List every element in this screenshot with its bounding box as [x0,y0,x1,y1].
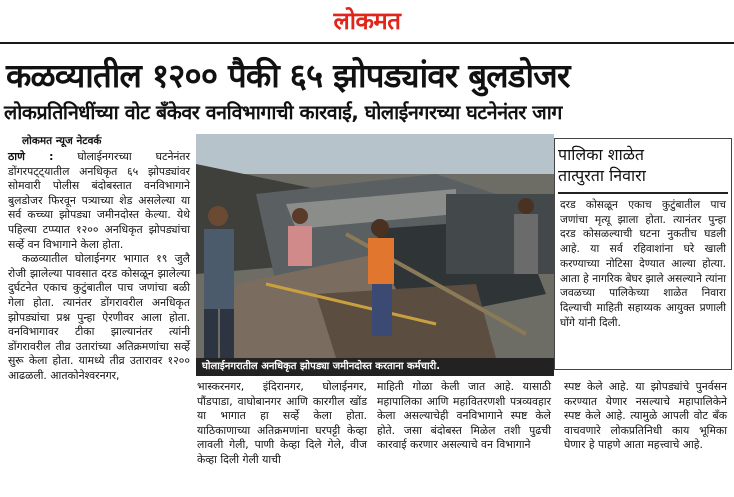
article-para-2: कळव्यातील घोलाईनगर भागात १९ जुलै रोजी झालेल्या पावसात दरड कोसळून झालेल्या दुर्घटनेत एकाच कुटुंबातील पाच जणांचा बळी गेला होता. त्यानंतर डोंगरावरील अनधिकृत झोपड्यांचा प्रश्न पुन्हा ऐरणीवर आला होता. वनविभागावर टीका झाल्यानंतर त्यांनी डोंगरावरील तीव्र उतारांच्या अतिक्रमणांचा सर्व्हे सुरू केला होता. यामध्ये तीव्र उतारावर १२०० आढळली. आतकोनेश्वरनगर, [8,252,190,382]
article-column-4: स्पष्ट केले आहे. या झोपड्यांचे पुनर्वसन करण्यात येणार नसल्याचे महापालिकेने स्पष्ट केले आहे. त्यामुळे आपली वोट बँक वाचवणारे लोकप्रतिनिधी काय भूमिका घेणार हे पाहणे आता महत्त्वाचे आहे. [564,380,727,452]
masthead [0,0,734,40]
demolition-photo-illustration [196,134,554,358]
dateline: ठाणे : [8,150,54,163]
sidebar-rule [558,192,728,194]
sidebar-body: दरड कोसळून एकाच कुटुंबातील पाच जणांचा मृत्यू झाला होता. त्यानंतर पुन्हा दरड कोसळल्याची घटना नुकतीच घडली आहे. या सर्व रहिवाशांना घरे खाली करण्याच्या नोटिसा देण्यात आल्या होत्या. आता हे नागरिक बेघर झाले असल्याने त्यांना जवळच्या पालिकेच्या शाळेत निवारा दिल्याची माहिती सहाय्यक आयुक्त प्रणाली घोंगे यांनी दिली. [560,199,726,329]
sidebar-title-line-2: तात्पुरता निवारा [558,166,646,185]
byline: लोकमत न्यूज नेटवर्क [22,135,102,147]
masthead-rule [0,42,734,44]
photo-caption: घोलाईनगरातील अनधिकृत झोपड्या जमीनदोस्त करताना कर्मचारी. [196,358,554,376]
lokmat-logo[interactable]: लोकमत [333,6,401,35]
sidebar-title [558,144,728,186]
headline: कळव्यातील १२०० पैकी ६५ झोपड्यांवर बुलडोजर [6,56,570,95]
article-para-1: घोलाईनगरच्या घटनेनंतर डोंगरपट्ट्यातील अनधिकृत ६५ झोपड्यांवर सोमवारी पोलीस बंदोबस्तात वनविभागाने बुलडोजर फिरवून पत्र्याच्या शेड असलेल्या या सर्व कच्च्या झोपड्या जमीनदोस्त केल्या. येथे पहिल्या टप्प्यात १२०० अनधिकृत झोपड्यांचा सर्व्हे वन विभागाने केला होता. [8,150,190,251]
news-photo [196,134,554,358]
article-column-3: माहिती गोळा केली जात आहे. यासाठी महापालिका आणि महावितरणशी पत्रव्यवहार केला असल्याचेही वनविभागाने स्पष्ट केले होते. जसा बंदोबस्त मिळेल तशी पुढची कारवाई करणार असल्याचे वन विभागाने [377,380,551,452]
subheadline: लोकप्रतिनिधींच्या वोट बँकेवर वनविभागाची कारवाई, घोलाईनगरच्या घटनेनंतर जाग [4,101,562,124]
sidebar-title-line-1: पालिका शाळेत [558,145,645,164]
article-column-2: भास्करनगर, इंदिरानगर, घोलाईनगर, पौंडपाडा, वाघोबानगर आणि कारगील खोंड या भागात हा सर्व्हे केला होता. याठिकाणाच्या अतिक्रमणांना घरपट्टी केव्हा लावली गेली, पाणी केव्हा दिले गेले, वीज केव्हा दिली गेली याची [197,380,367,466]
article-column-1 [8,150,190,384]
